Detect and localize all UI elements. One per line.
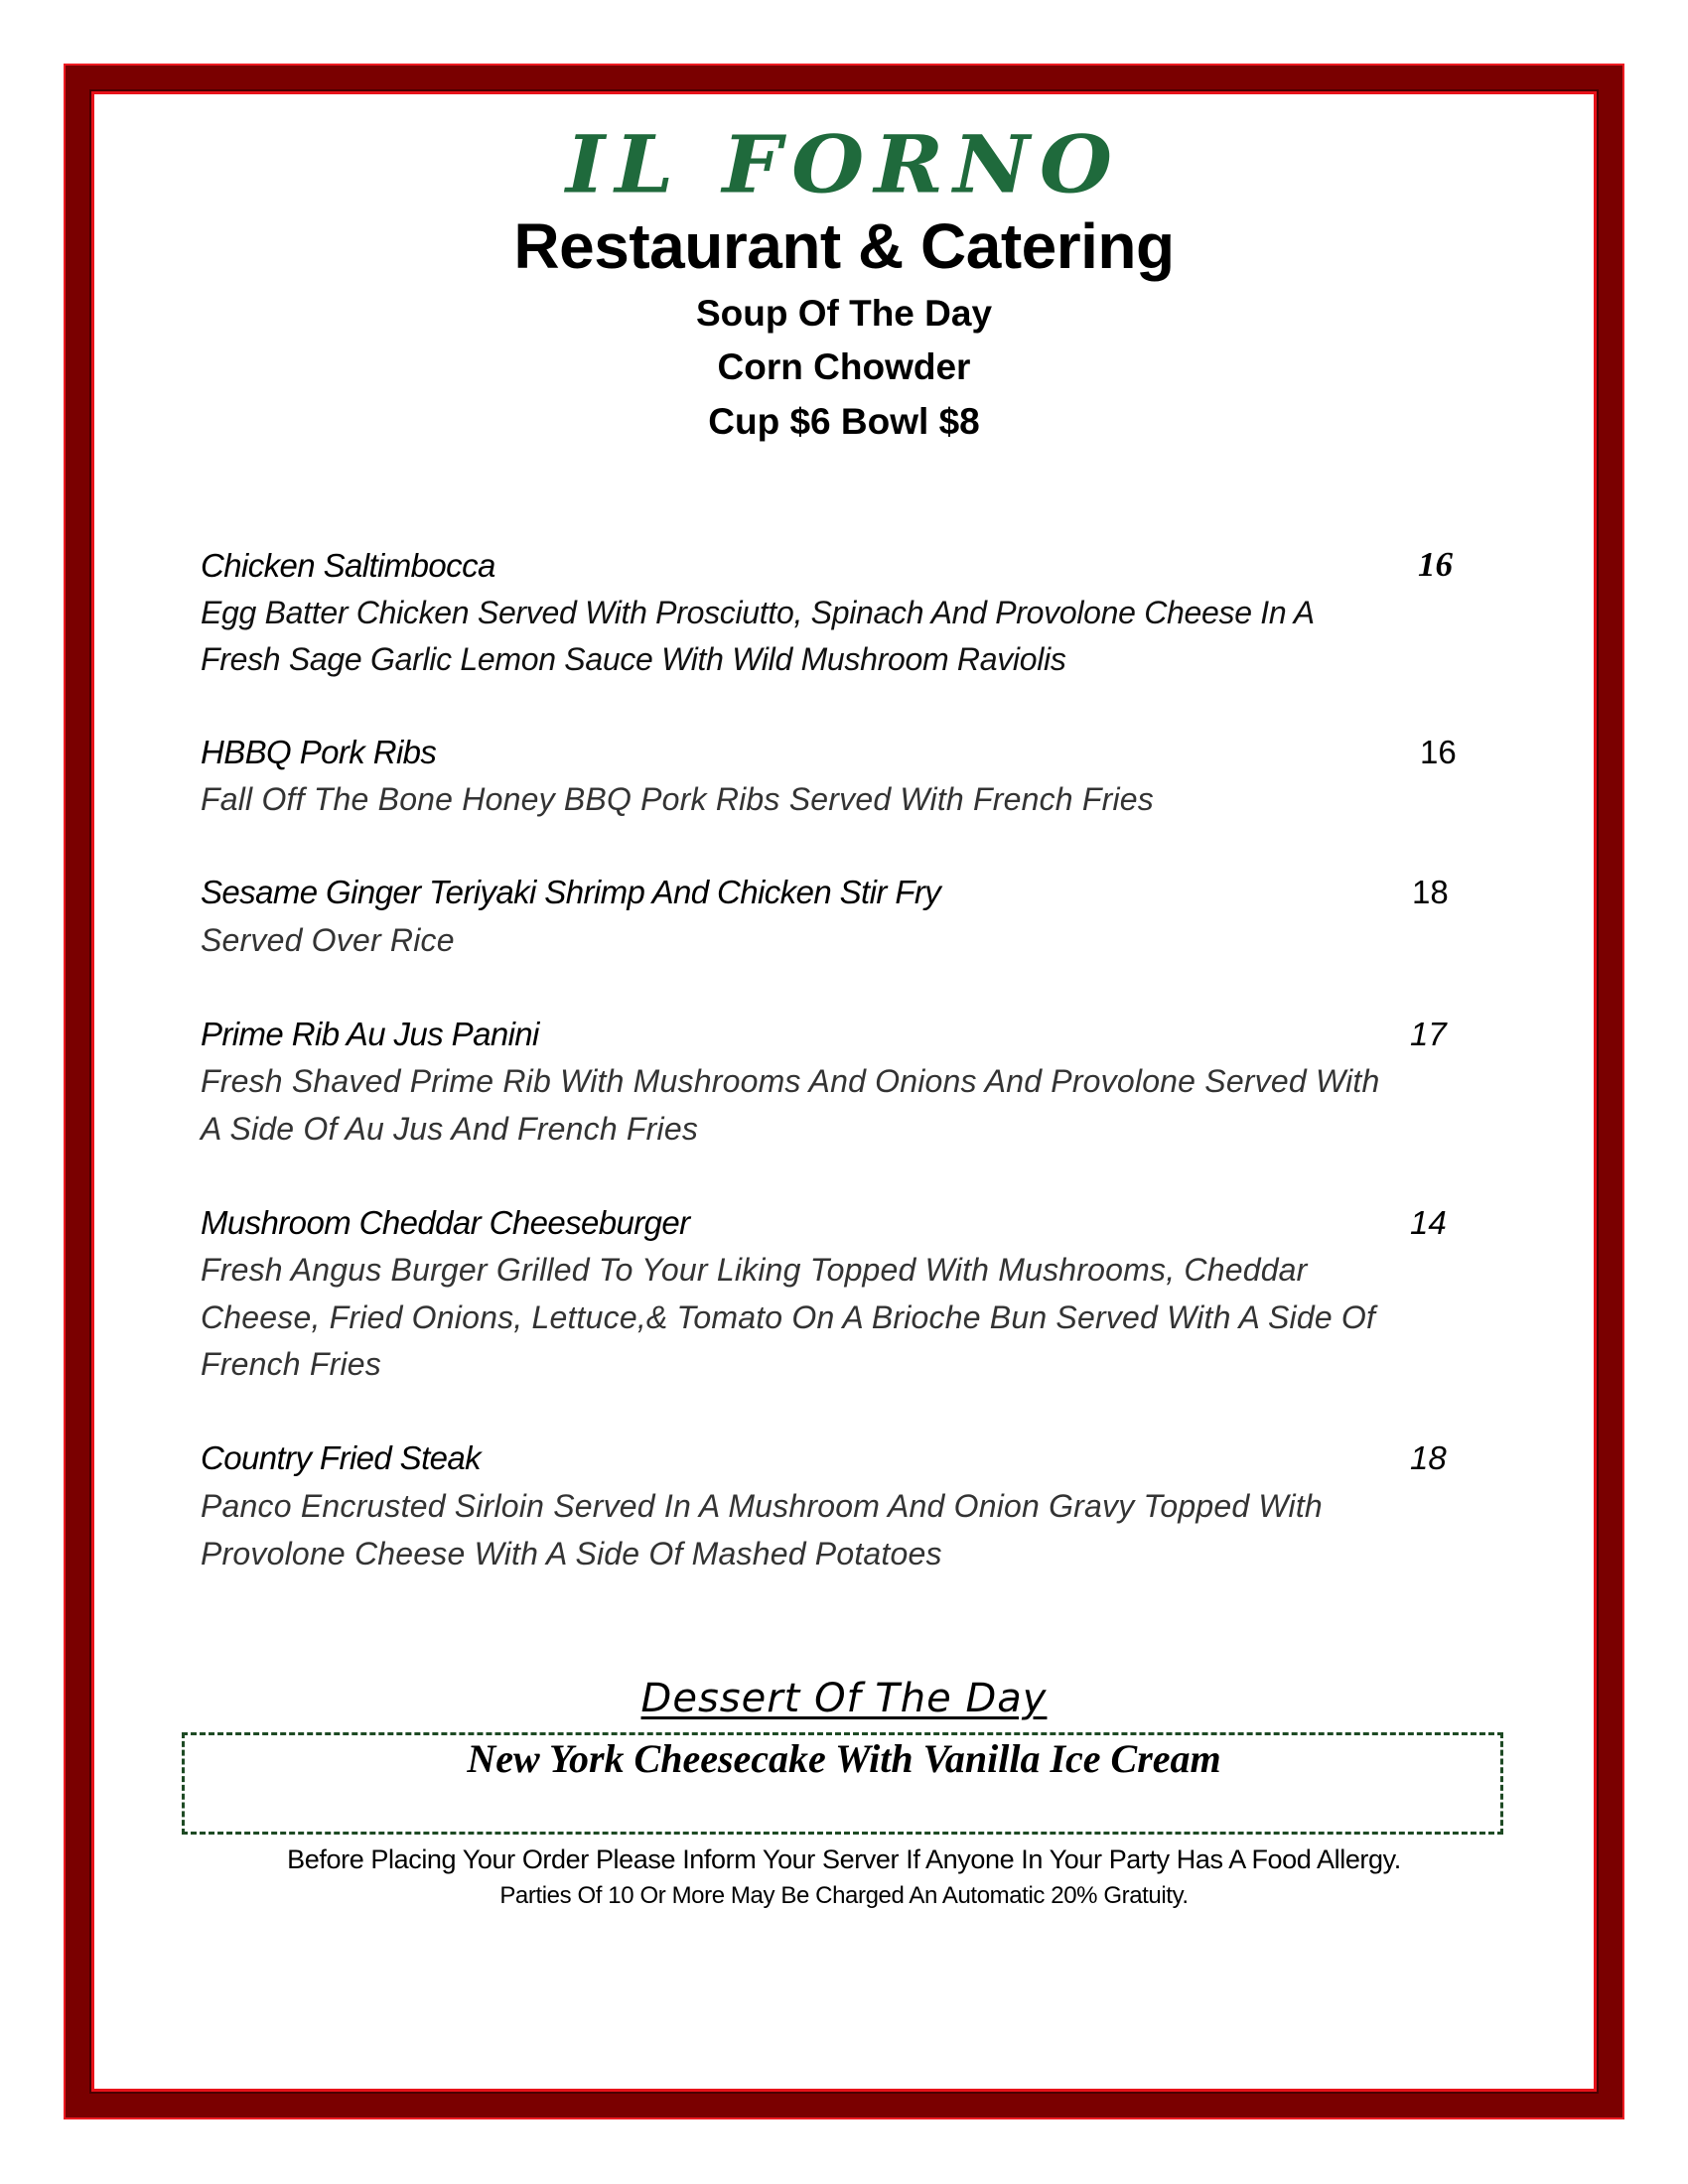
- menu-item-description: French Fries: [201, 1346, 381, 1382]
- soup-prices: Cup $6 Bowl $8: [708, 401, 980, 442]
- menu-item-price: 18: [1412, 874, 1449, 910]
- menu-item-price: 16: [1420, 734, 1457, 770]
- menu-item-description: Cheese, Fried Onions, Lettuce,& Tomato On A Brioche Bun Served With A Side Of: [201, 1299, 1376, 1335]
- gratuity-notice: Parties Of 10 Or More May Be Charged An Automatic 20% Gratuity.: [499, 1882, 1189, 1909]
- menu-item-name: Mushroom Cheddar Cheeseburger: [201, 1204, 690, 1241]
- menu-item-description: Fresh Shaved Prime Rib With Mushrooms And Onions And Provolone Served With: [201, 1063, 1380, 1099]
- menu-item-name: Prime Rib Au Jus Panini: [201, 1016, 539, 1052]
- dessert-heading: [0, 1676, 1688, 1721]
- dessert-heading-text: Dessert Of The Day: [640, 1676, 1048, 1721]
- menu-item-price: 17: [1410, 1016, 1447, 1052]
- menu-item-name: HBBQ Pork Ribs: [201, 734, 437, 770]
- menu-item-description: A Side Of Au Jus And French Fries: [201, 1111, 699, 1147]
- menu-item-price: 18: [1410, 1439, 1447, 1476]
- menu-item-name: Chicken Saltimbocca: [201, 547, 495, 584]
- soup-name: Corn Chowder: [717, 346, 971, 387]
- menu-item-description: Panco Encrusted Sirloin Served In A Mushroom And Onion Gravy Topped With: [201, 1488, 1323, 1524]
- menu-item-description: Served Over Rice: [201, 922, 455, 958]
- menu-item-description: Fresh Sage Garlic Lemon Sauce With Wild Mushroom Raviolis: [201, 641, 1066, 677]
- menu-item-description: Fall Off The Bone Honey BBQ Pork Ribs Served With French Fries: [201, 781, 1155, 817]
- allergy-notice: Before Placing Your Order Please Inform Your Server If Anyone In Your Party Has A Food Allergy.: [287, 1844, 1401, 1874]
- menu-item-name: Sesame Ginger Teriyaki Shrimp And Chicken Stir Fry: [201, 874, 941, 910]
- menu-item-description: Egg Batter Chicken Served With Prosciutto, Spinach And Provolone Cheese In A: [201, 595, 1315, 630]
- menu-item-description: Fresh Angus Burger Grilled To Your Liking Topped With Mushrooms, Cheddar: [201, 1252, 1308, 1288]
- menu-item-price: 16: [1418, 545, 1453, 584]
- dessert-item: New York Cheesecake With Vanilla Ice Cream: [467, 1736, 1221, 1781]
- restaurant-logo: IL FORNO: [565, 117, 1123, 211]
- soup-heading: Soup Of The Day: [695, 293, 993, 334]
- menu-item-description: Provolone Cheese With A Side Of Mashed Potatoes: [201, 1536, 942, 1571]
- menu-item-name: Country Fried Steak: [201, 1439, 482, 1476]
- menu-item-price: 14: [1410, 1204, 1447, 1241]
- page-title: Restaurant & Catering: [513, 210, 1175, 282]
